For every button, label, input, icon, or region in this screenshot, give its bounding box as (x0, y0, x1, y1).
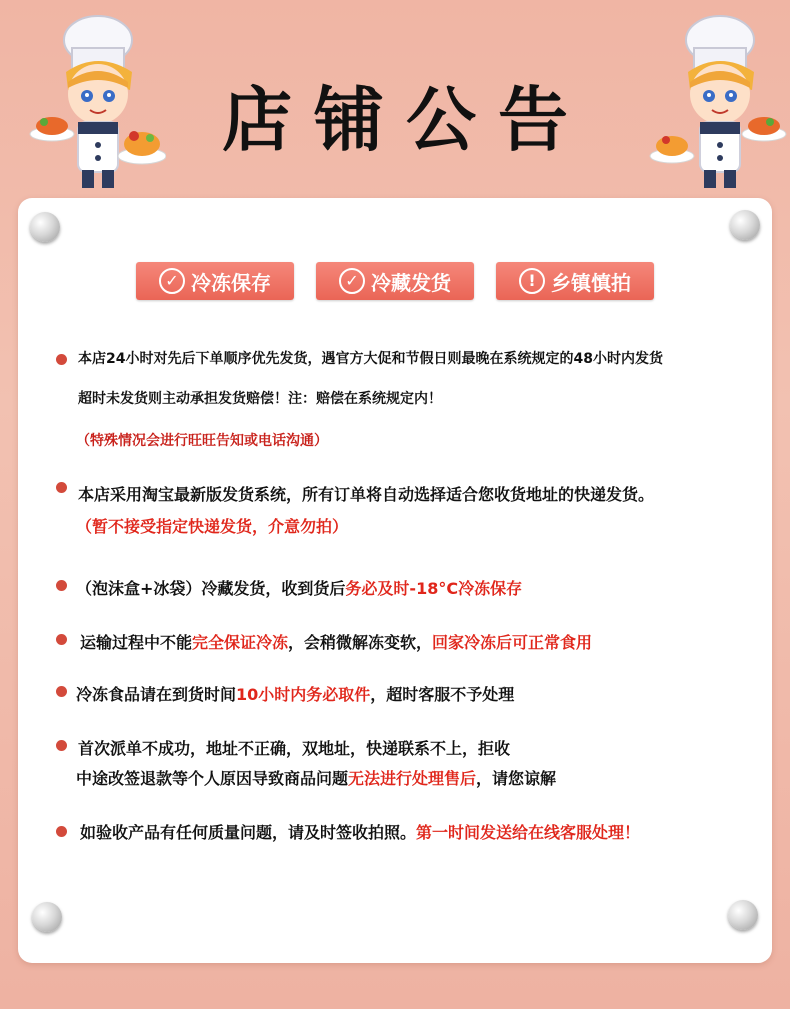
pin-bottom-left-icon (32, 902, 62, 932)
item-highlight: 回家冷冻后可正常食用 (432, 633, 593, 652)
item-text: 本店24小时对先后下单顺序优先发货，遇官方大促和节假日则最晚在系统规定的48小时内发货 (78, 351, 663, 367)
item-text (76, 576, 522, 599)
page-title: 店铺公告 (222, 79, 590, 161)
notice-card (18, 198, 772, 963)
item-highlight: 10小时内务必取件 (236, 685, 371, 704)
exclamation-circle-icon: ! (519, 268, 545, 294)
item-text (80, 820, 640, 843)
item-highlight: 完全保证冷冻 (192, 633, 289, 652)
item-text (76, 766, 556, 789)
item-text (80, 630, 592, 653)
badge-label: 冷冻保存 (191, 270, 271, 295)
badge-frozen-storage (136, 262, 294, 300)
item-highlight: 无法进行处理售后 (348, 769, 477, 788)
item-text-part: ，会稍微解冻变软， (288, 633, 433, 652)
item-note: （特殊情况会进行旺旺告知或电话沟通） (76, 433, 328, 449)
item-text-part: （泡沫盒+冰袋）冷藏发货，收到货后 (76, 579, 346, 598)
pin-bottom-right-icon (728, 900, 758, 930)
check-circle-icon: ✓ (159, 268, 185, 294)
item-text-part: 冷冻食品请在到货时间 (76, 685, 237, 704)
item-note: （暂不接受指定快递发货，介意勿拍） (76, 517, 349, 536)
pin-top-right-icon (730, 210, 760, 240)
bullet-icon (56, 634, 67, 645)
item-text: 超时未发货则主动承担发货赔偿！注：赔偿在系统规定内！ (78, 391, 442, 407)
chef-mascot-right (648, 10, 788, 195)
bullet-icon (56, 482, 67, 493)
item-text-part: 如验收产品有任何质量问题，请及时签收拍照。 (80, 823, 417, 842)
bullet-icon (56, 740, 67, 751)
item-text: 首次派单不成功，地址不正确，双地址，快递联系不上，拒收 (78, 739, 511, 758)
check-circle-icon: ✓ (339, 268, 365, 294)
bullet-icon (56, 686, 67, 697)
item-text: 本店采用淘宝最新版发货系统，所有订单将自动选择适合您收货地址的快递发货。 (78, 485, 655, 504)
bullet-icon (56, 354, 67, 365)
item-highlight: 第一时间发送给在线客服处理！ (416, 823, 641, 842)
badge-label: 乡镇慎拍 (551, 270, 631, 295)
badge-label: 冷藏发货 (371, 270, 451, 295)
pin-top-left-icon (30, 212, 60, 242)
item-text-part: ，超时客服不予处理 (370, 685, 515, 704)
item-text (76, 682, 514, 705)
item-text-part: ，请您谅解 (476, 769, 557, 788)
badge-rural-caution (496, 262, 654, 300)
bullet-icon (56, 826, 67, 837)
badge-chilled-shipping (316, 262, 474, 300)
item-highlight: 务必及时-18°C冷冻保存 (345, 579, 523, 598)
item-text-part: 运输过程中不能 (80, 633, 193, 652)
chef-mascot-left (26, 10, 166, 195)
bullet-icon (56, 580, 67, 591)
item-text-part: 中途改签退款等个人原因导致商品问题 (76, 769, 349, 788)
